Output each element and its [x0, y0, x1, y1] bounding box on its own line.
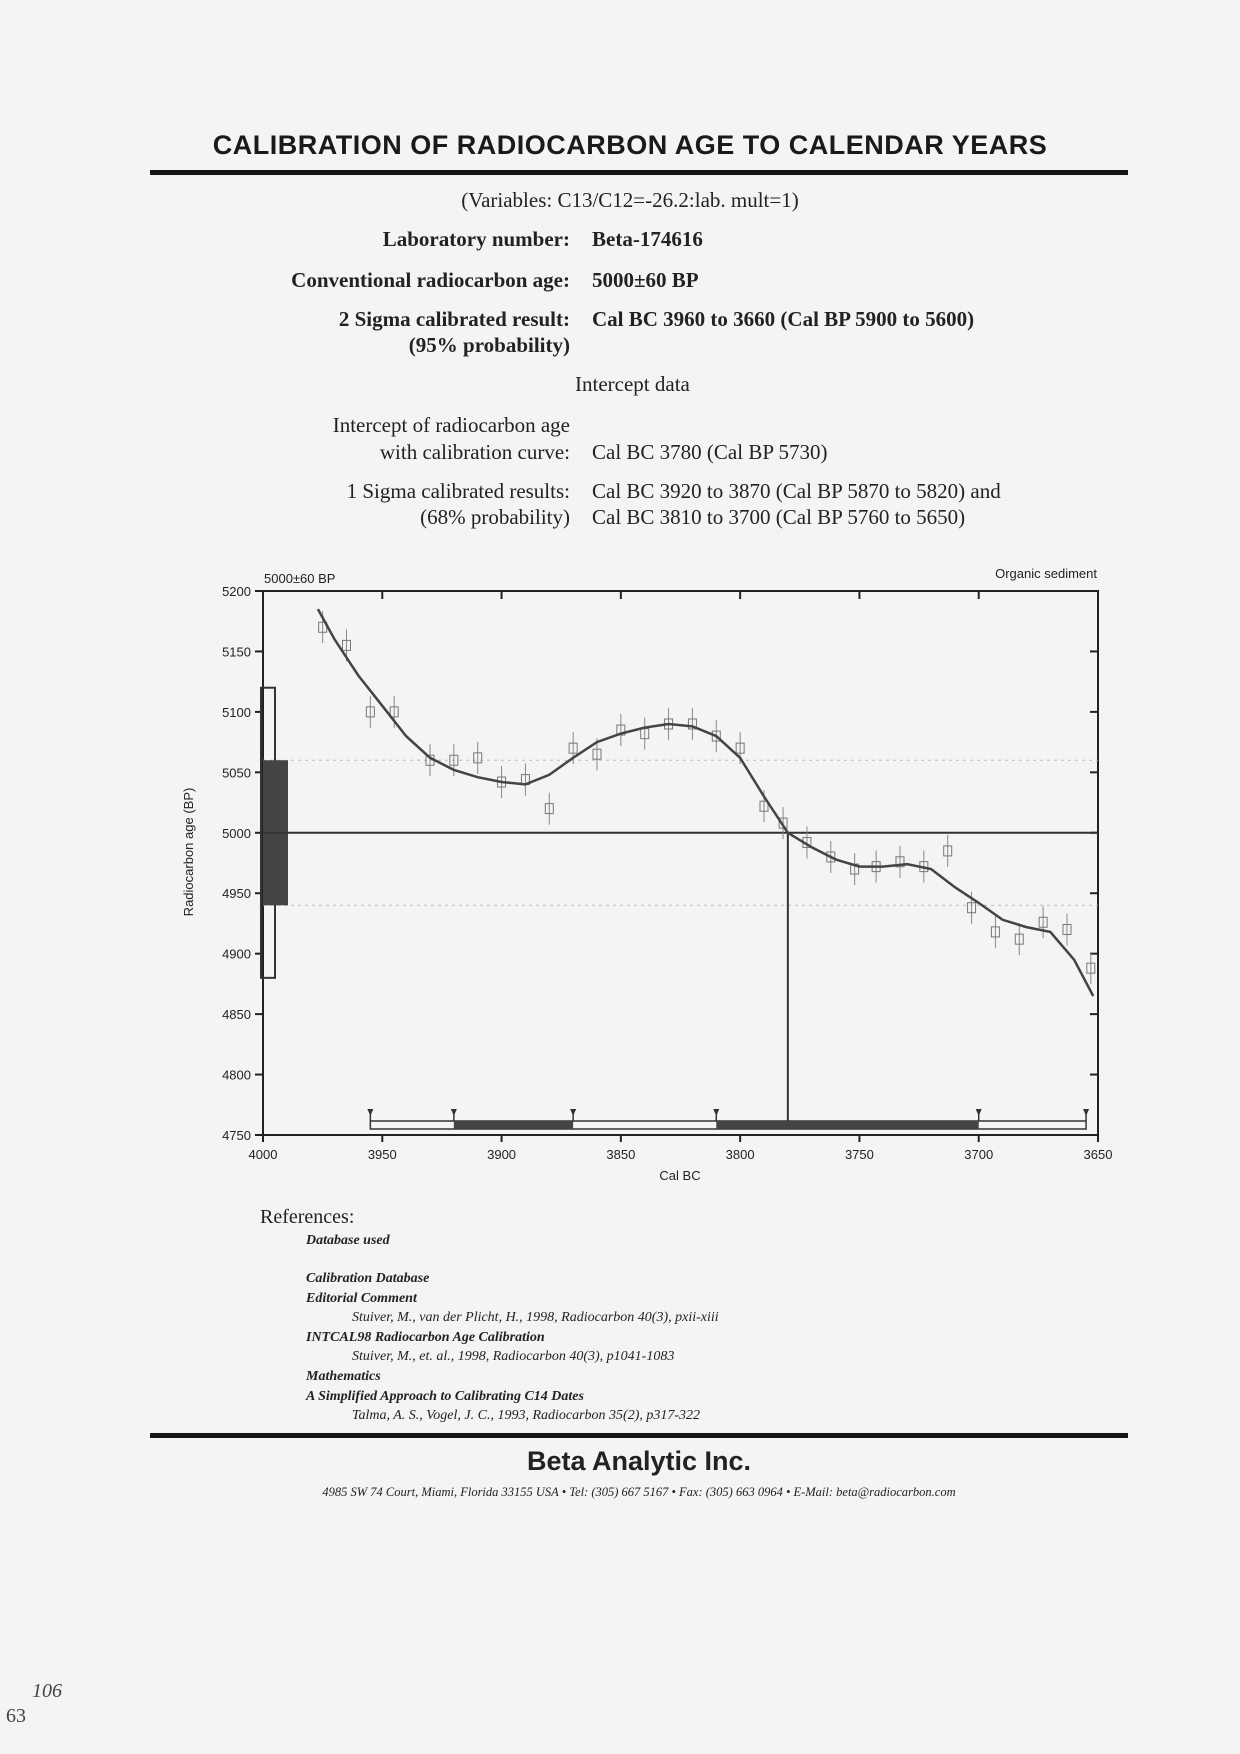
y-tick-label: 5000 [222, 825, 251, 841]
conv-age-value: 5000±60 BP [592, 268, 699, 292]
range-marker-arrow [451, 1109, 457, 1116]
range-marker-arrow [570, 1109, 576, 1116]
x-tick-label: 4000 [248, 1147, 278, 1162]
intercept-label-2: with calibration curve: [379, 440, 570, 464]
range-marker-arrow [713, 1109, 719, 1116]
references-heading: References: [260, 1206, 355, 1228]
ref-editorial-comment: Editorial Comment [306, 1291, 417, 1306]
company-name: Beta Analytic Inc. [526, 1446, 752, 1476]
range-marker-arrow [367, 1109, 373, 1116]
x-tick-label: 3900 [487, 1147, 517, 1162]
range-marker-arrow [1083, 1109, 1089, 1116]
ref-intcal-citation: Stuiver, M., et. al., 1998, Radiocarbon 40(3), p1041-1083 [352, 1349, 675, 1364]
sigma2-value: Cal BC 3960 to 3660 (Cal BP 5900 to 5600) [592, 307, 975, 331]
sigma1-label: 1 Sigma calibrated results: [346, 479, 570, 503]
lab-number-label: Laboratory number: [382, 227, 570, 251]
ref-editorial-citation: Stuiver, M., van der Plicht, H., 1998, Radiocarbon 40(3), pxii-xiii [352, 1310, 719, 1325]
y-tick-label: 5200 [222, 584, 251, 599]
sigma2-probability: (95% probability) [408, 333, 570, 357]
sigma1-probability: (68% probability) [420, 505, 570, 529]
ref-database-used: Database used [306, 1233, 390, 1248]
plot-frame [263, 591, 1098, 1135]
intercept-value: Cal BC 3780 (Cal BP 5730) [592, 440, 828, 464]
x-tick-label: 3850 [606, 1147, 636, 1162]
calibration-curve [318, 609, 1093, 996]
ref-simplified-approach: A Simplified Approach to Calibrating C14 Dates [306, 1389, 584, 1404]
conv-age-label: Conventional radiocarbon age: [291, 268, 570, 292]
sigma1-calendar-bar [716, 1121, 978, 1129]
margin-note-1: 106 [32, 1680, 62, 1702]
sigma1-value-2: Cal BC 3810 to 3700 (Cal BP 5760 to 5650) [592, 505, 966, 529]
x-tick-label: 3750 [844, 1147, 874, 1162]
sigma1-value-1: Cal BC 3920 to 3870 (Cal BP 5870 to 5820) and [592, 479, 1001, 503]
y-tick-label: 5050 [222, 765, 251, 781]
y-tick-label: 4800 [222, 1067, 251, 1083]
company-address: 4985 SW 74 Court, Miami, Florida 33155 USA • Tel: (305) 667 5167 • Fax: (305) 663 0964 • E-Mail: beta@radiocarbon.com [322, 1485, 956, 1499]
x-tick-label: 3650 [1083, 1147, 1113, 1162]
page-title: CALIBRATION OF RADIOCARBON AGE TO CALENDAR YEARS [212, 130, 1048, 160]
y-tick-label: 5100 [222, 704, 251, 720]
range-marker-arrow [976, 1109, 982, 1116]
x-tick-label: 3950 [367, 1147, 397, 1162]
lab-number-value: Beta-174616 [592, 227, 703, 251]
intercept-header: Intercept data [575, 372, 690, 396]
intercept-label-1: Intercept of radiocarbon age [332, 413, 570, 437]
y-tick-label: 5150 [222, 644, 251, 660]
bottom-divider [150, 1433, 1128, 1438]
x-tick-label: 3700 [964, 1147, 994, 1162]
sigma1-calendar-bar [454, 1121, 573, 1129]
y-tick-label: 4900 [222, 946, 251, 962]
chart-title-right: Organic sediment [995, 566, 1097, 581]
y-tick-label: 4750 [222, 1128, 251, 1143]
chart-title-left: 5000±60 BP [264, 571, 336, 586]
ref-calibration-database: Calibration Database [306, 1271, 430, 1286]
ref-intcal: INTCAL98 Radiocarbon Age Calibration [306, 1330, 545, 1345]
y-tick-label: 4850 [222, 1007, 251, 1023]
margin-note-2: 63 [6, 1705, 26, 1727]
y-axis-label: Radiocarbon age (BP) [181, 787, 196, 917]
x-axis-label: Cal BC [659, 1168, 701, 1183]
ref-simplified-citation: Talma, A. S., Vogel, J. C., 1993, Radiocarbon 35(2), p317-322 [352, 1408, 701, 1423]
y-tick-label: 4950 [222, 886, 251, 902]
sigma2-label: 2 Sigma calibrated result: [338, 307, 570, 331]
variables-line: (Variables: C13/C12=-26.2:lab. mult=1) [461, 188, 799, 212]
ref-mathematics: Mathematics [306, 1369, 381, 1384]
x-tick-label: 3800 [725, 1147, 755, 1162]
